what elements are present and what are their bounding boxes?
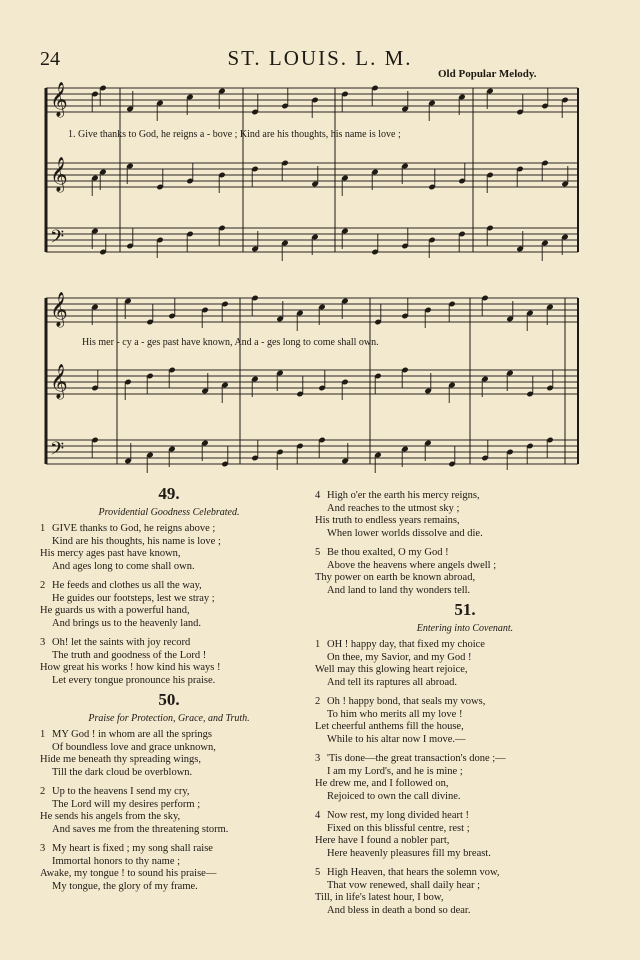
verse-text: Oh ! happy bond, that seals my vows,: [327, 696, 486, 707]
stanza: [40, 843, 298, 893]
verse-line: His truth to endless years remains,: [315, 515, 460, 526]
stanza-number: 5: [315, 867, 321, 878]
verse-text: MY God ! in whom are all the springs: [52, 729, 213, 740]
bass-clef: 𝄢: [50, 439, 65, 464]
hymn-column-left: [40, 486, 298, 900]
stanza-number: 4: [315, 810, 321, 821]
verse-line: [315, 696, 615, 709]
verse-line: The truth and goodness of the Lord !: [52, 649, 207, 661]
verse-line: Till, in life's latest hour, I bow,: [315, 892, 444, 903]
verse-line: Immortal honors to thy name ;: [52, 855, 181, 867]
verse-line: [40, 523, 298, 536]
tune-title: ST. LOUIS. L. M.: [227, 46, 413, 70]
verse-text: Be thou exalted, O my God !: [327, 547, 449, 558]
stanza-number: 4: [315, 490, 321, 501]
stanza-number: 3: [40, 637, 46, 648]
verse-line: Let cheerful anthems fill the house,: [315, 721, 464, 732]
verse-text: High o'er the earth his mercy reigns,: [327, 490, 480, 501]
verse-line: Above the heavens where angels dwell ;: [327, 559, 497, 571]
verse-line: Fixed on this blissful centre, rest ;: [327, 822, 470, 834]
verse-line: Awake, my tongue ! to sound his praise—: [40, 868, 217, 879]
hymn-column-right: [315, 490, 615, 924]
hymn-number: 51.: [454, 600, 476, 619]
verse-line: Till the dark cloud be overblown.: [52, 766, 193, 778]
treble-clef: 𝄞: [50, 157, 68, 192]
verse-line: And brings us to the heavenly land.: [52, 617, 202, 629]
verse-line: [315, 639, 615, 652]
verse-text: High Heaven, that hears the solemn vow,: [327, 867, 500, 878]
treble-clef: 𝄞: [50, 292, 68, 327]
verse-line: And ages long to come shall own.: [52, 560, 195, 572]
verse-line: And saves me from the threatening storm.: [52, 823, 229, 835]
verse-text: 'Tis done—the great transaction's done ;—: [327, 753, 506, 764]
page-number: 24: [40, 48, 60, 70]
stanza: [40, 786, 298, 836]
stanza-number: 1: [40, 729, 46, 740]
treble-clef: 𝄞: [50, 82, 68, 117]
verse-line: [315, 810, 615, 823]
verse-line: How great his works ! how kind his ways !: [40, 662, 221, 673]
stanza-number: 2: [315, 696, 321, 707]
verse-line: Hide me beneath thy spreading wings,: [40, 754, 201, 765]
verse-line: He drew me, and I followed on,: [315, 778, 449, 789]
stanza: [40, 523, 298, 573]
verse-line: The Lord will my desires perform ;: [52, 798, 201, 810]
treble-clef: 𝄞: [50, 364, 68, 399]
verse-line: [315, 753, 615, 766]
stanza-number: 5: [315, 547, 321, 558]
verse-text: OH ! happy day, that fixed my choice: [327, 639, 485, 650]
verse-line: He guards us with a powerful hand,: [40, 605, 190, 616]
stanza: [315, 867, 615, 917]
verse-text: He feeds and clothes us all the way,: [52, 580, 202, 591]
verse-line: And reaches to the utmost sky ;: [327, 502, 460, 514]
stanza: [40, 580, 298, 630]
verse-line: [315, 490, 615, 503]
verse-line: [40, 729, 298, 742]
verse-line: Well may this glowing heart rejoice,: [315, 664, 468, 675]
hymn-number: 50.: [158, 690, 180, 709]
verse-line: On thee, my Savior, and my God !: [327, 651, 472, 663]
stanza: [40, 637, 298, 687]
system2-lyric: His mer - cy a - ges past have known, And a - ges long to come shall own.: [82, 337, 379, 348]
system1-lyric: 1. Give thanks to God, he reigns a - bove ; Kind are his thoughts, his name is love ;: [68, 129, 401, 140]
verse-line: When lower worlds dissolve and die.: [327, 527, 483, 539]
verse-line: He sends his angels from the sky,: [40, 811, 181, 822]
verse-line: That vow renewed, shall daily hear ;: [327, 879, 481, 891]
stanza-number: 3: [315, 753, 321, 764]
verse-line: Thy power on earth be known abroad,: [315, 572, 476, 583]
verse-line: And tell its raptures all abroad.: [327, 676, 458, 688]
verse-text: GIVE thanks to God, he reigns above ;: [52, 523, 216, 534]
stanza: [315, 547, 615, 597]
stanza: [315, 490, 615, 540]
verse-line: [40, 637, 298, 650]
hymn-title: Entering into Covenant.: [416, 622, 514, 634]
hymn-title: Providential Goodness Celebrated.: [98, 506, 240, 518]
verse-text: Up to the heavens I send my cry,: [52, 786, 190, 797]
verse-line: And bless in death a bond so dear.: [327, 904, 471, 916]
verse-line: [315, 867, 615, 880]
verse-text: Oh! let the saints with joy record: [52, 637, 191, 648]
hymn-title: Praise for Protection, Grace, and Truth.: [88, 712, 250, 724]
stanza-number: 3: [40, 843, 46, 854]
verse-line: Here heavenly pleasures fill my breast.: [327, 847, 491, 859]
verse-line: Kind are his thoughts, his name is love ;: [52, 535, 221, 547]
hymn-number: 49.: [158, 484, 180, 503]
verse-line: While to his altar now I move.—: [327, 733, 466, 745]
stanza: [315, 753, 615, 803]
stanza: [315, 696, 615, 746]
stanza: [315, 639, 615, 689]
verse-line: [40, 843, 298, 856]
stanza-number: 2: [40, 786, 46, 797]
verse-line: Rejoiced to own the call divine.: [327, 790, 461, 802]
verse-line: Here have I found a nobler part,: [315, 835, 450, 846]
stanza: [315, 810, 615, 860]
stanza-number: 1: [40, 523, 46, 534]
verse-line: To him who merits all my love !: [327, 708, 463, 720]
verse-text: Now rest, my long divided heart !: [327, 810, 470, 821]
verse-line: [315, 547, 615, 560]
stanza-number: 1: [315, 639, 321, 650]
stanza-number: 2: [40, 580, 46, 591]
verse-line: His mercy ages past have known,: [40, 548, 181, 559]
bass-clef: 𝄢: [50, 227, 65, 252]
verse-line: Of boundless love and grace unknown,: [52, 741, 216, 753]
verse-text: My heart is fixed ; my song shall raise: [52, 843, 213, 854]
verse-line: My tongue, the glory of my frame.: [52, 880, 198, 892]
verse-line: He guides our footsteps, lest we stray ;: [52, 592, 215, 604]
verse-line: [40, 580, 298, 593]
composer-credit: Old Popular Melody.: [438, 68, 537, 80]
verse-line: And land to land thy wonders tell.: [327, 584, 471, 596]
stanza: [40, 729, 298, 779]
verse-line: Let every tongue pronounce his praise.: [52, 674, 216, 686]
verse-line: [40, 786, 298, 799]
verse-line: I am my Lord's, and he is mine ;: [327, 765, 463, 777]
